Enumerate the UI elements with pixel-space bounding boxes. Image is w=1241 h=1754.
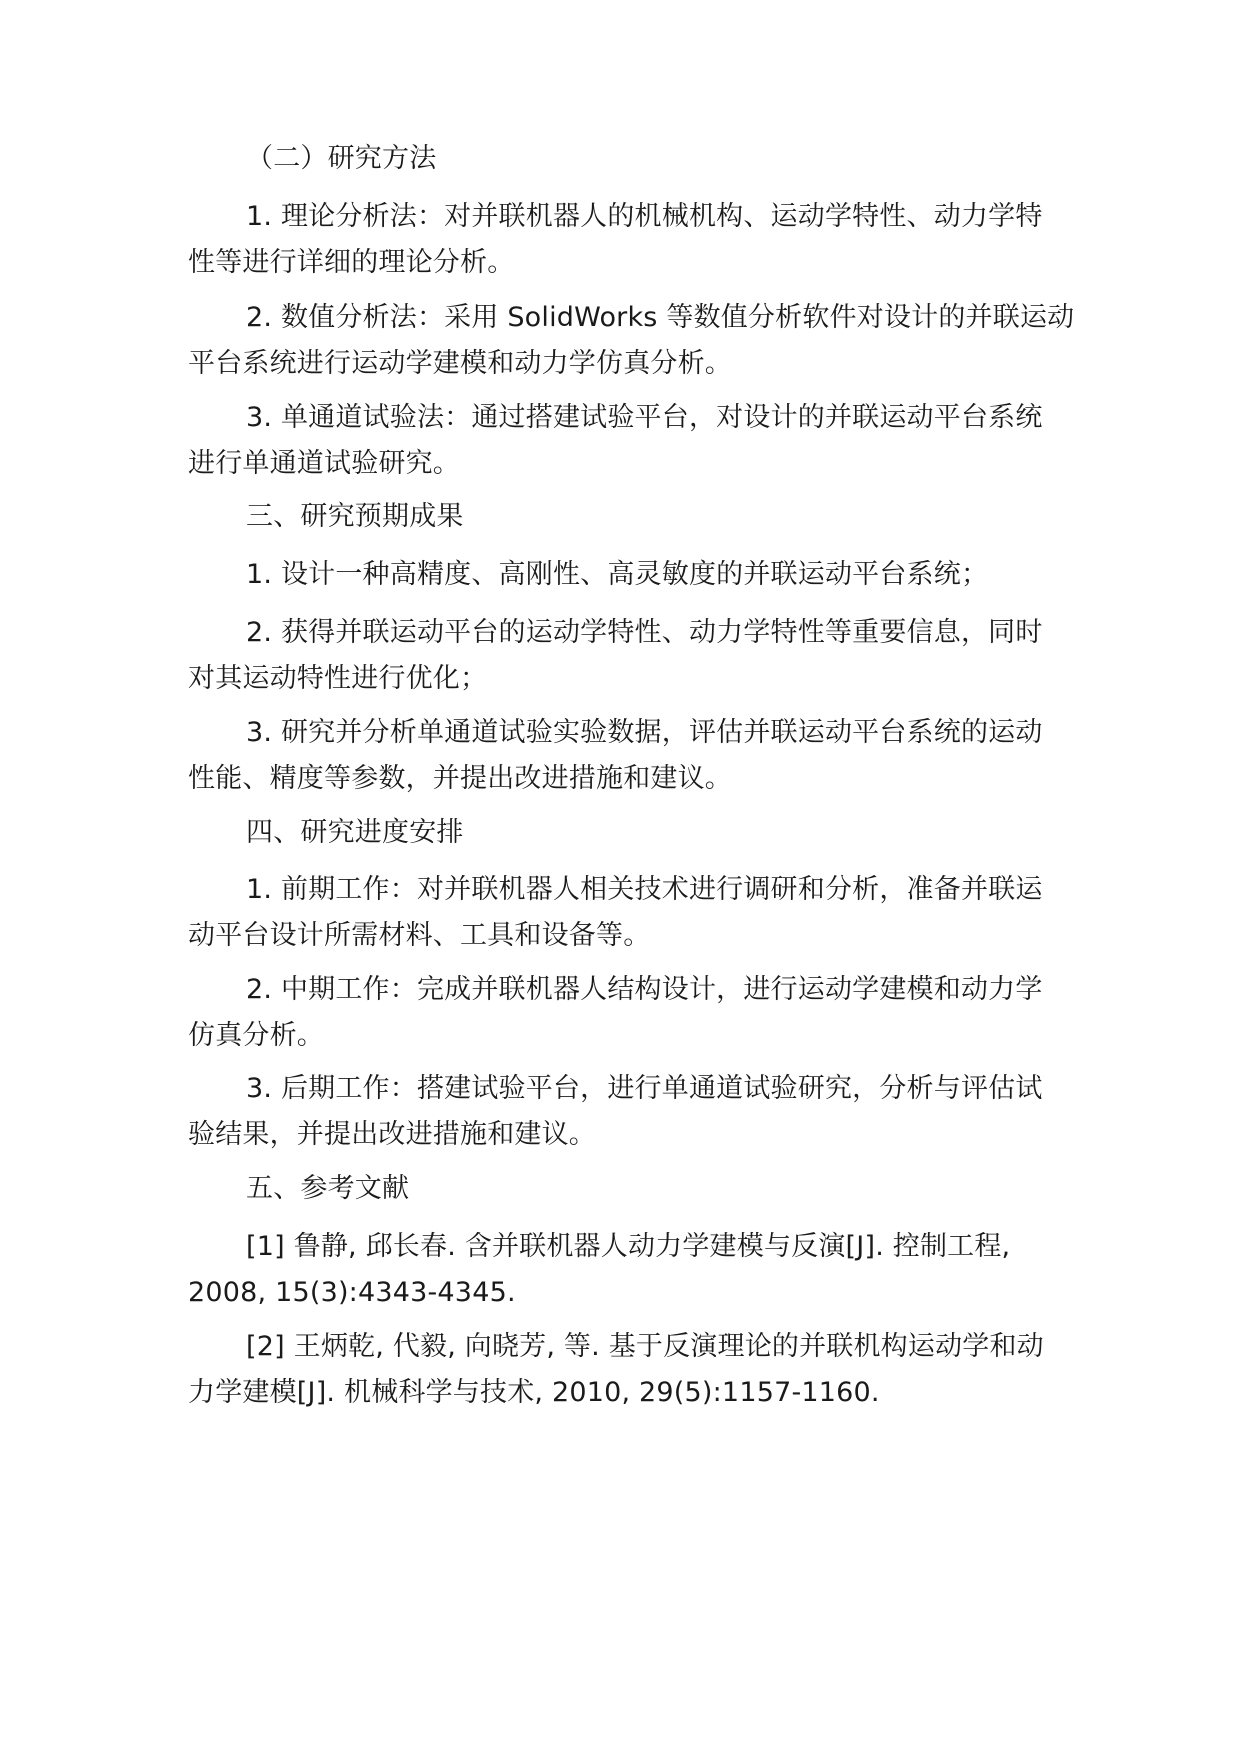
paragraph-line: 1. 理论分析法：对并联机器人的机械机构、运动学特性、动力学特 bbox=[246, 201, 1043, 232]
schedule-3-paragraph bbox=[188, 1066, 1048, 1158]
paragraph-line: 1. 设计一种高精度、高刚性、高灵敏度的并联运动平台系统； bbox=[246, 559, 989, 590]
reference-2-entry bbox=[188, 1324, 1048, 1416]
methods-heading bbox=[188, 136, 1048, 182]
reference-line: 力学建模[J]. 机械科学与技术, 2010, 29(5):1157-1160. bbox=[188, 1377, 880, 1408]
result-2-paragraph bbox=[188, 610, 1048, 702]
paragraph-line: 2. 数值分析法：采用 SolidWorks 等数值分析软件对设计的并联运动 bbox=[246, 302, 1075, 333]
paragraph-line: 动平台设计所需材料、工具和设备等。 bbox=[188, 920, 651, 951]
paragraph-line: 2. 中期工作：完成并联机器人结构设计，进行运动学建模和动力学 bbox=[246, 974, 1043, 1005]
results-heading bbox=[188, 494, 1048, 540]
schedule-2-paragraph bbox=[188, 967, 1048, 1059]
paragraph-line: 1. 前期工作：对并联机器人相关技术进行调研和分析，准备并联运 bbox=[246, 874, 1043, 905]
reference-line: [1] 鲁静, 邱长春. 含并联机器人动力学建模与反演[J]. 控制工程, bbox=[246, 1231, 1011, 1262]
paragraph-line: 3. 单通道试验法：通过搭建试验平台，对设计的并联运动平台系统 bbox=[246, 402, 1043, 433]
paragraph-line: 仿真分析。 bbox=[188, 1020, 324, 1051]
result-3-paragraph bbox=[188, 710, 1048, 802]
method-2-paragraph bbox=[188, 295, 1075, 387]
method-3-paragraph bbox=[188, 395, 1048, 487]
method-1-paragraph bbox=[188, 194, 1048, 286]
heading-line: 四、研究进度安排 bbox=[246, 817, 464, 848]
paragraph-line: 2. 获得并联运动平台的运动学特性、动力学特性等重要信息，同时 bbox=[246, 617, 1043, 648]
heading-line: （二）研究方法 bbox=[246, 143, 437, 174]
paragraph-line: 验结果，并提出改进措施和建议。 bbox=[188, 1119, 596, 1150]
reference-line: [2] 王炳乾, 代毅, 向晓芳, 等. 基于反演理论的并联机构运动学和动 bbox=[246, 1331, 1044, 1362]
heading-line: 三、研究预期成果 bbox=[246, 501, 464, 532]
schedule-heading bbox=[188, 810, 1048, 856]
reference-line: 2008, 15(3):4343-4345. bbox=[188, 1277, 516, 1308]
paragraph-line: 进行单通道试验研究。 bbox=[188, 448, 460, 479]
references-heading bbox=[188, 1166, 1048, 1212]
paragraph-line: 对其运动特性进行优化； bbox=[188, 663, 488, 694]
schedule-1-paragraph bbox=[188, 867, 1048, 959]
paragraph-line: 性等进行详细的理论分析。 bbox=[188, 247, 515, 278]
heading-line: 五、参考文献 bbox=[246, 1173, 410, 1204]
paragraph-line: 3. 研究并分析单通道试验实验数据，评估并联运动平台系统的运动 bbox=[246, 717, 1043, 748]
paragraph-line: 性能、精度等参数，并提出改进措施和建议。 bbox=[188, 763, 732, 794]
reference-1-entry bbox=[188, 1224, 1048, 1316]
paragraph-line: 3. 后期工作：搭建试验平台，进行单通道试验研究，分析与评估试 bbox=[246, 1073, 1043, 1104]
paragraph-line: 平台系统进行运动学建模和动力学仿真分析。 bbox=[188, 348, 732, 379]
result-1-paragraph bbox=[188, 552, 1048, 598]
